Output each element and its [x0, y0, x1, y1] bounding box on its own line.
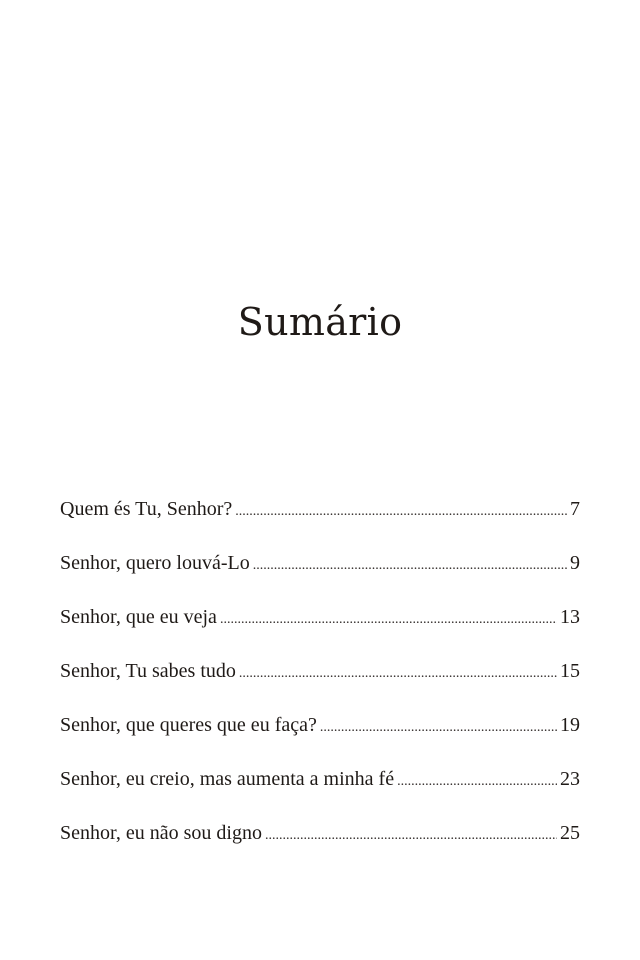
toc-entry-page-number: 7 [570, 498, 580, 520]
toc-entry-page-number: 9 [570, 552, 580, 574]
dot-leader [235, 494, 567, 530]
toc-entry [60, 599, 580, 635]
dot-leader [397, 764, 557, 800]
toc-entry-title: Quem és Tu, Senhor? [60, 498, 233, 520]
toc-entry-title: Senhor, quero louvá-Lo [60, 552, 250, 574]
page-title: Sumário [237, 300, 403, 344]
table-of-contents [60, 491, 580, 869]
dot-leader [253, 548, 567, 584]
toc-entry-title: Senhor, que queres que eu faça? [60, 714, 317, 736]
dot-leader [220, 602, 557, 638]
toc-entry-page-number: 25 [560, 822, 580, 844]
toc-entry [60, 653, 580, 689]
toc-entry-title: Senhor, que eu veja [60, 606, 217, 628]
dot-leader [265, 818, 557, 854]
toc-entry-page-number: 13 [560, 606, 580, 628]
dot-leader [239, 656, 557, 692]
toc-entry-page-number: 15 [560, 660, 580, 682]
toc-entry [60, 761, 580, 797]
toc-entry-title: Senhor, eu não sou digno [60, 822, 262, 844]
toc-entry [60, 815, 580, 851]
toc-entry [60, 707, 580, 743]
toc-entry-title: Senhor, eu creio, mas aumenta a minha fé [60, 768, 395, 790]
toc-entry [60, 491, 580, 527]
toc-entry-title: Senhor, Tu sabes tudo [60, 660, 236, 682]
toc-entry [60, 545, 580, 581]
toc-entry-page-number: 23 [560, 768, 580, 790]
dot-leader [320, 710, 557, 746]
toc-entry-page-number: 19 [560, 714, 580, 736]
